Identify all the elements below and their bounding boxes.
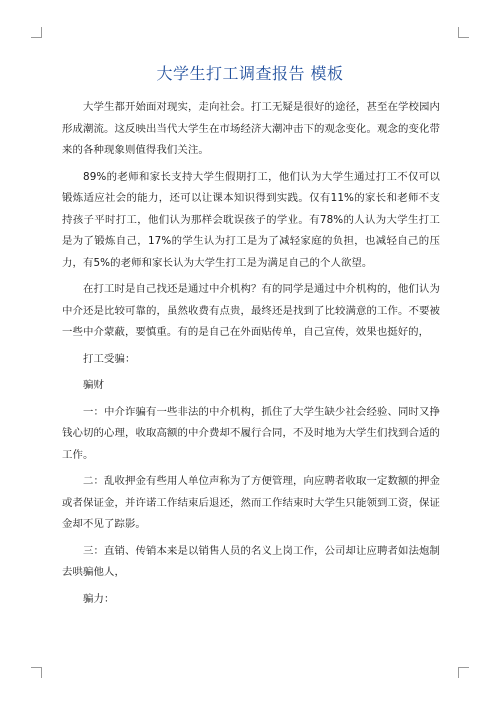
paragraph-job-search: 在打工时是自己找还是通过中介机构？有的同学是通过中介机构的，他们认为中介还是比较可靠的，虽然收费有点贵，最终还是找到了比较满意的工作。不要被一些中介蒙蔽，要慎重。有的是自己在外面贴传单，自己宣传，效果也挺好的， [62, 283, 440, 338]
crop-mark-bottom-left [31, 667, 42, 678]
paragraph-agency-fraud: 一：中介诈骗有一些非法的中介机构，抓住了大学生缺少社会经验、同时又挣钱心切的心理，收取高额的中介费却不履行合同，不及时地为大学生们找到合适的工作。 [62, 405, 440, 461]
paragraph-survey-results: 89%的老师和家长支持大学生假期打工，他们认为大学生通过打工不仅可以锻炼适应社会的能力，还可以让课本知识得到实践。仅有11%的家长和老师不支持孩子平时打工，他们认为那样会耽误孩子的学业。有78%的人认为大学生打工是为了锻炼自己，17%的学生认为打工是为了减轻家庭的负担，也减轻自己的压力，有5%的老师和家长认为大学生打工是为满足自己的个人欲望。 [62, 170, 440, 269]
crop-mark-top-left [31, 27, 42, 38]
crop-mark-bottom-right [458, 667, 469, 678]
paragraph-intro: 大学生都开始面对现实，走向社会。打工无疑是很好的途径，甚至在学校园内形成潮流。这反映出当代大学生在市场经济大潮冲击下的观念变化。观念的变化带来的各种现象则值得我们关注。 [62, 101, 440, 156]
paragraph-fraud-heading: 打工受骗： [83, 352, 136, 365]
paragraph-labor-fraud-heading: 骗力： [83, 592, 115, 605]
paragraph-pyramid-selling: 三：直销、传销本来是以销售人员的名义上岗工作，公司却让应聘者如法炮制去哄骗他人， [62, 544, 440, 578]
document-title: 大学生打工调查报告 模板 [156, 64, 344, 83]
crop-mark-top-right [458, 27, 469, 38]
paragraph-money-fraud-heading: 骗财 [83, 379, 104, 391]
document-body [62, 97, 440, 615]
paragraph-deposit-fraud: 二：乱收押金有些用人单位声称为了方便管理，向应聘者收取一定数额的押金或者保证金，并许诺工作结束后退还，然而工作结束时大学生只能领到工资，保证金却不见了踪影。 [62, 475, 440, 530]
